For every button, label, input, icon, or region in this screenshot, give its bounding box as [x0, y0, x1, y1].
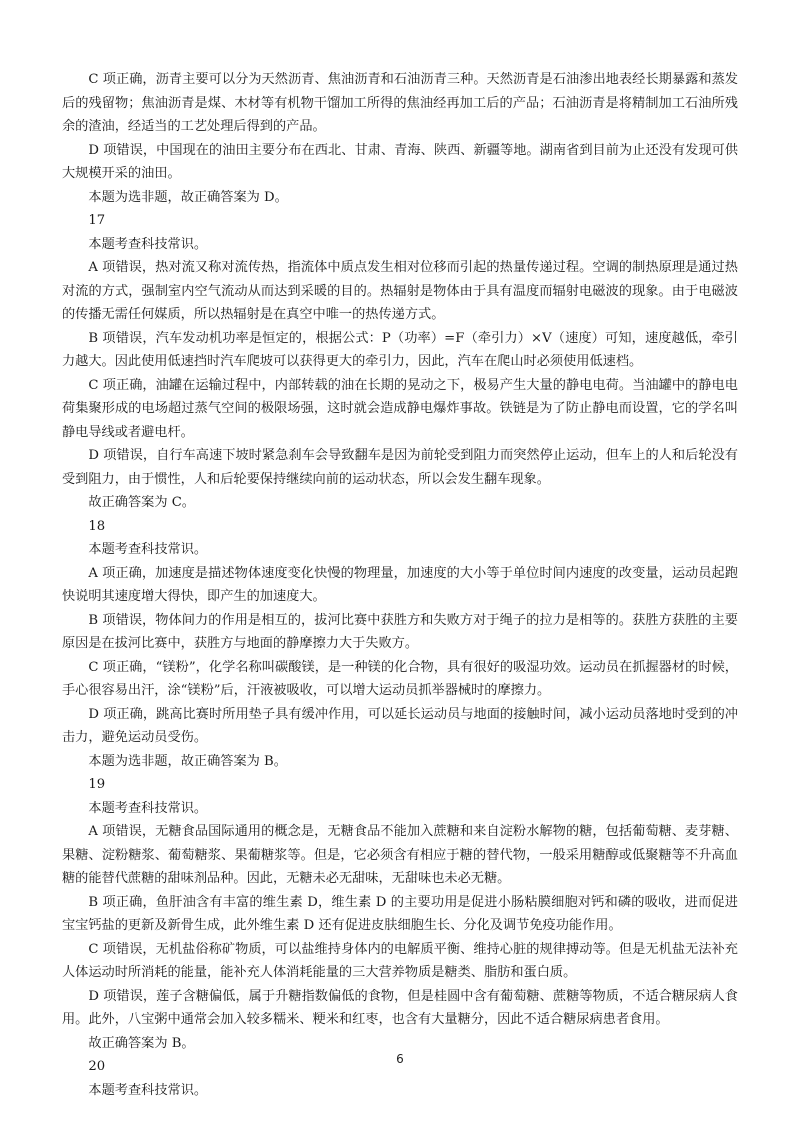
document-body — [62, 68, 738, 1102]
paragraph: A 项错误，热对流又称对流传热，指流体中质点发生相对位移而引起的热量传递过程。空调的制热原理是通过热对流的方式，强制室内空气流动从而达到采暖的目的。热辐射是物体由于具有温度而辐射电磁波的现象。由于电磁波的传播无需任何媒质，所以热辐射是在真空中唯一的热传递方式。 — [62, 260, 738, 322]
paragraph: 本题考查科技常识。 — [88, 1082, 208, 1098]
paragraph: A 项错误，无糖食品国际通用的概念是，无糖食品不能加入蔗糖和来自淀粉水解物的糖，包括葡萄糖、麦芽糖、果糖、淀粉糖浆、葡萄糖浆、果葡糖浆等。但是，它必须含有相应于糖的替代物，一般采用糖醇或低聚糖等不升高血糖的能替代蔗糖的甜味剂品种。因此，无糖未必无甜味，无甜味也未必无糖。 — [62, 824, 738, 886]
paragraph: 本题考查科技常识。 — [88, 800, 208, 816]
paragraph: D 项正确，跳高比赛时所用垫子具有缓冲作用，可以延长运动员与地面的接触时间，减小运动员落地时受到的冲击力，避免运动员受伤。 — [62, 706, 738, 745]
page-number: 6 — [396, 1052, 404, 1066]
paragraph: 本题考查科技常识。 — [88, 542, 208, 557]
paragraph: D 项错误，中国现在的油田主要分布在西北、甘肃、青海、陕西、新疆等地。湖南省到目前为止还没有发现可供大规模开采的油田。 — [62, 142, 738, 181]
paragraph: 本题为选非题，故正确答案为 D。 — [88, 189, 288, 205]
paragraph: B 项错误，汽车发动机功率是恒定的，根据公式：P（功率）=F（牵引力）×V（速度）可知，速度越低，牵引力越大。因此使用低速挡时汽车爬坡可以获得更大的牵引力，因此，汽车在爬山时必须使用低速档。 — [62, 330, 738, 369]
paragraph: 本题为选非题，故正确答案为 B。 — [88, 753, 287, 769]
paragraph: D 项错误，莲子含糖偏低，属于升糖指数偏低的食物，但是桂圆中含有葡萄糖、蔗糖等物质，不适合糖尿病人食用。此外，八宝粥中通常会加入较多糯米、粳米和红枣，也含有大量糖分，因此不适合糖尿病患者食用。 — [62, 988, 738, 1027]
paragraph: A 项正确，加速度是描述物体速度变化快慢的物理量，加速度的大小等于单位时间内速度的改变量，运动员起跑快说明其速度增大得快，即产生的加速度大。 — [62, 565, 738, 604]
question-number: 18 — [88, 518, 106, 534]
paragraph: 故正确答案为 C。 — [88, 495, 195, 510]
paragraph: C 项正确，油罐在运输过程中，内部转载的油在长期的晃动之下，极易产生大量的静电电荷。当油罐中的静电电荷集聚形成的电场超过蒸气空间的极限场强，这时就会造成静电爆炸事故。铁链是为了防止静电而设置，它的学名叫静电导线或者避电杆。 — [62, 377, 738, 440]
paragraph: D 项错误，自行车高速下坡时紧急刹车会导致翻车是因为前轮受到阻力而突然停止运动，但车上的人和后轮没有受到阻力，由于惯性，人和后轮要保持继续向前的运动状态，所以会发生翻车现象。 — [62, 448, 738, 487]
paragraph: C 项正确，“镁粉”，化学名称叫碳酸镁，是一种镁的化合物，具有很好的吸湿功效。运动员在抓握器材的时候，手心很容易出汗，涂“镁粉”后，汗液被吸收，可以增大运动员抓举器械时的摩擦力。 — [62, 659, 738, 698]
paragraph: 故正确答案为 B。 — [88, 1035, 195, 1051]
question-number: 20 — [88, 1059, 106, 1074]
paragraph: C 项正确，沥青主要可以分为天然沥青、焦油沥青和石油沥青三种。天然沥青是石油渗出地表经长期暴露和蒸发后的残留物；焦油沥青是煤、木材等有机物干馏加工所得的焦油经再加工后的产品；石油沥青是将精制加工石油所残余的渣油，经适当的工艺处理后得到的产品。 — [62, 72, 738, 134]
paragraph: B 项正确，鱼肝油含有丰富的维生素 D，维生素 D 的主要功用是促进小肠粘膜细胞对钙和磷的吸收，进而促进宝宝钙盐的更新及新骨生成，此外维生素 D 还有促进皮肤细胞生长、分化及调节免疫功能作用。 — [62, 894, 738, 933]
paragraph: C 项错误，无机盐俗称矿物质，可以盐维持身体内的电解质平衡、维持心脏的规律搏动等。但是无机盐无法补充人体运动时所消耗的能量，能补充人体消耗能量的三大营养物质是糖类、脂肪和蛋白质。 — [62, 941, 738, 980]
paragraph: B 项错误，物体间力的作用是相互的，拔河比赛中获胜方和失败方对于绳子的拉力是相等的。获胜方获胜的主要原因是在拔河比赛中，获胜方与地面的静摩擦力大于失败方。 — [62, 612, 738, 651]
question-number: 19 — [88, 777, 106, 792]
paragraph: 本题考查科技常识。 — [88, 236, 208, 252]
question-number: 17 — [88, 213, 106, 228]
